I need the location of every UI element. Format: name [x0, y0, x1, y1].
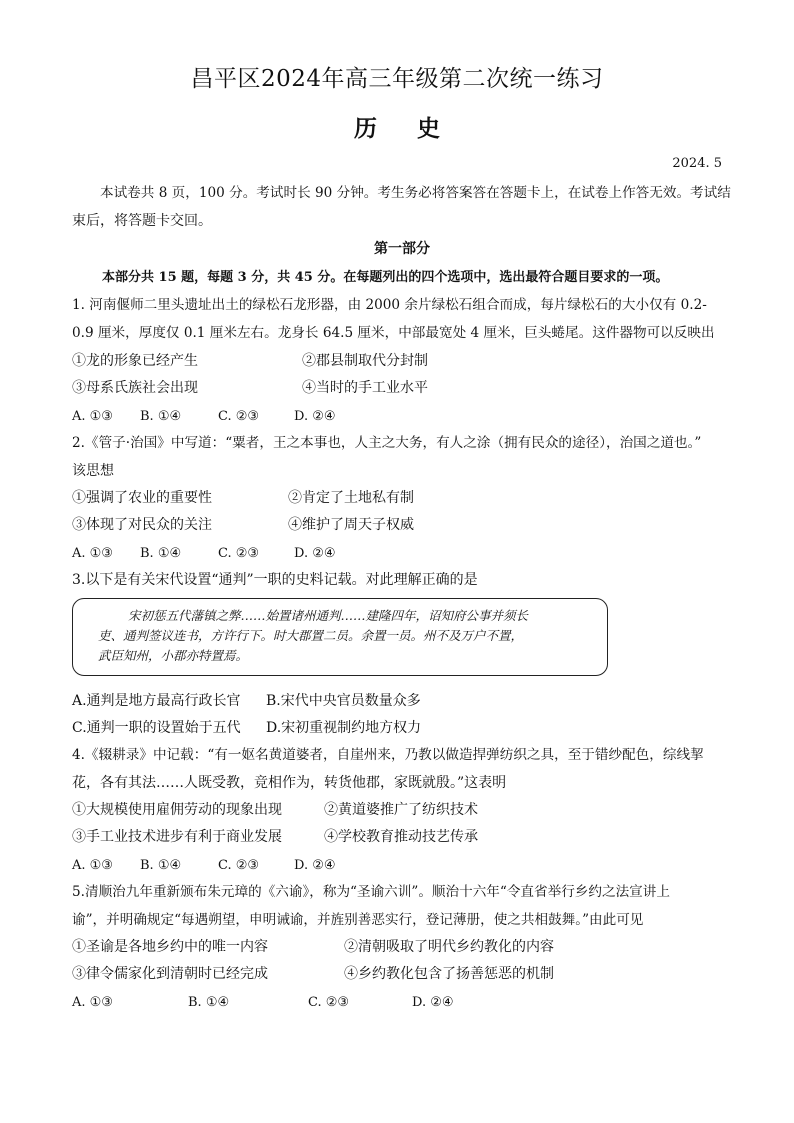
q4-choice-a[interactable]: A. ①③ [72, 858, 113, 873]
exam-date: 2024. 5 [672, 156, 722, 171]
subject-title: 历 史 [353, 115, 456, 142]
q5-choice-b[interactable]: B. ①④ [188, 995, 230, 1010]
q2-answer-choices [72, 544, 336, 564]
q4-stem-line-1: 4.《辍耕录》中记载：“有一妪名黄道婆者，自崖州来，乃教以做造捍弹纺织之具，至于错纱配色，综线挈 [72, 747, 704, 763]
instructions-line-2: 束后，将答题卡交回。 [72, 213, 212, 229]
q1-stem-line-2: 0.9 厘米，厚度仅 0.1 厘米左右。龙身长 64.5 厘米，中部最宽处 4 厘米，巨头蜷尾。这件器物可以反映出 [72, 325, 715, 341]
q2-stem-line-2: 该思想 [72, 463, 114, 479]
q5-option-4: ④乡约教化包含了扬善惩恶的机制 [344, 966, 554, 982]
q3-source-line-3: 武臣知州，小郡亦特置焉。 [98, 648, 249, 663]
q1-choice-b[interactable]: B. ①④ [140, 409, 182, 424]
q4-option-1: ①大规模使用雇佣劳动的现象出现 [72, 802, 282, 818]
q1-option-1: ①龙的形象已经产生 [72, 353, 198, 369]
q1-option-3: ③母系氏族社会出现 [72, 380, 198, 396]
q5-option-1: ①圣谕是各地乡约中的唯一内容 [72, 939, 268, 955]
q1-choice-c[interactable]: C. ②③ [218, 409, 260, 424]
q4-choice-c[interactable]: C. ②③ [218, 858, 260, 873]
q1-choice-a[interactable]: A. ①③ [72, 409, 113, 424]
q1-option-4: ④当时的手工业水平 [302, 380, 428, 396]
q2-choice-c[interactable]: C. ②③ [218, 546, 260, 561]
q1-choice-d[interactable]: D. ②④ [294, 409, 336, 424]
q2-choice-d[interactable]: D. ②④ [294, 546, 336, 561]
q3-choice-c[interactable]: C.通判一职的设置始于五代 [72, 720, 241, 736]
q3-stem: 3.以下是有关宋代设置“通判”一职的史料记载。对此理解正确的是 [72, 572, 478, 588]
q1-answer-choices [72, 407, 336, 427]
q3-choice-d[interactable]: D.宋初重视制约地方权力 [266, 720, 422, 736]
q1-stem-line-1: 1. 河南偃师二里头遗址出土的绿松石龙形器，由 2000 余片绿松石组合而成，每片绿松石的大小仅有 0.2- [72, 297, 707, 313]
q1-option-2: ②郡县制取代分封制 [302, 353, 428, 369]
instructions-line-1: 本试卷共 8 页，100 分。考试时长 90 分钟。考生务必将答案答在答题卡上，在试卷上作答无效。考试结 [100, 185, 731, 201]
q4-option-3: ③手工业技术进步有利于商业发展 [72, 829, 282, 845]
q5-stem-line-2: 谕”，并明确规定“每遇朔望，申明诫谕，并旌别善恶实行，登记薄册，使之共相鼓舞。”由此可见 [72, 912, 644, 928]
q2-stem-line-1: 2.《管子·治国》中写道：“粟者，王之本事也，人主之大务，有人之涂（拥有民众的途径），治国之道也。” [72, 435, 702, 451]
q5-stem-line-1: 5.清顺治九年重新颁布朱元璋的《六谕》，称为“圣谕六训”。顺治十六年“令直省举行乡约之法宣讲上 [72, 884, 670, 900]
q2-choice-b[interactable]: B. ①④ [140, 546, 182, 561]
q4-option-4: ④学校教育推动技艺传承 [324, 829, 478, 845]
q4-choice-b[interactable]: B. ①④ [140, 858, 182, 873]
q2-option-2: ②肯定了土地私有制 [288, 490, 414, 506]
q5-option-2: ②清朝吸取了明代乡约教化的内容 [344, 939, 554, 955]
q4-option-2: ②黄道婆推广了纺织技术 [324, 802, 478, 818]
q5-choice-a[interactable]: A. ①③ [72, 995, 113, 1010]
q2-option-3: ③体现了对民众的关注 [72, 517, 212, 533]
section-title: 第一部分 [374, 241, 430, 257]
q5-option-3: ③律令儒家化到清朝时已经完成 [72, 966, 268, 982]
section-description: 本部分共 15 题，每题 3 分，共 45 分。在每题列出的四个选项中，选出最符合题目要求的一项。 [102, 270, 669, 285]
q3-choice-b[interactable]: B.宋代中央官员数量众多 [266, 693, 421, 709]
q3-choice-a[interactable]: A.通判是地方最高行政长官 [72, 693, 241, 709]
q2-choice-a[interactable]: A. ①③ [72, 546, 113, 561]
exam-title: 昌平区2024年高三年级第二次统一练习 [190, 66, 604, 92]
q2-option-1: ①强调了农业的重要性 [72, 490, 212, 506]
q5-answer-choices [72, 993, 454, 1013]
q4-stem-line-2: 花，各有其法……人既受教，竞相作为，转货他郡，家既就殷。”这表明 [72, 775, 507, 791]
q4-choice-d[interactable]: D. ②④ [294, 858, 336, 873]
q5-choice-d[interactable]: D. ②④ [412, 995, 454, 1010]
q5-choice-c[interactable]: C. ②③ [308, 995, 350, 1010]
q2-option-4: ④维护了周天子权威 [288, 517, 414, 533]
q3-source-line-1: 宋初惩五代藩镇之弊……始置诸州通判……建隆四年，诏知府公事并须长 [128, 608, 529, 623]
q3-source-line-2: 吏、通判签议连书，方许行下。时大郡置二员。余置一员。州不及万户不置， [98, 628, 524, 643]
q4-answer-choices [72, 856, 336, 876]
